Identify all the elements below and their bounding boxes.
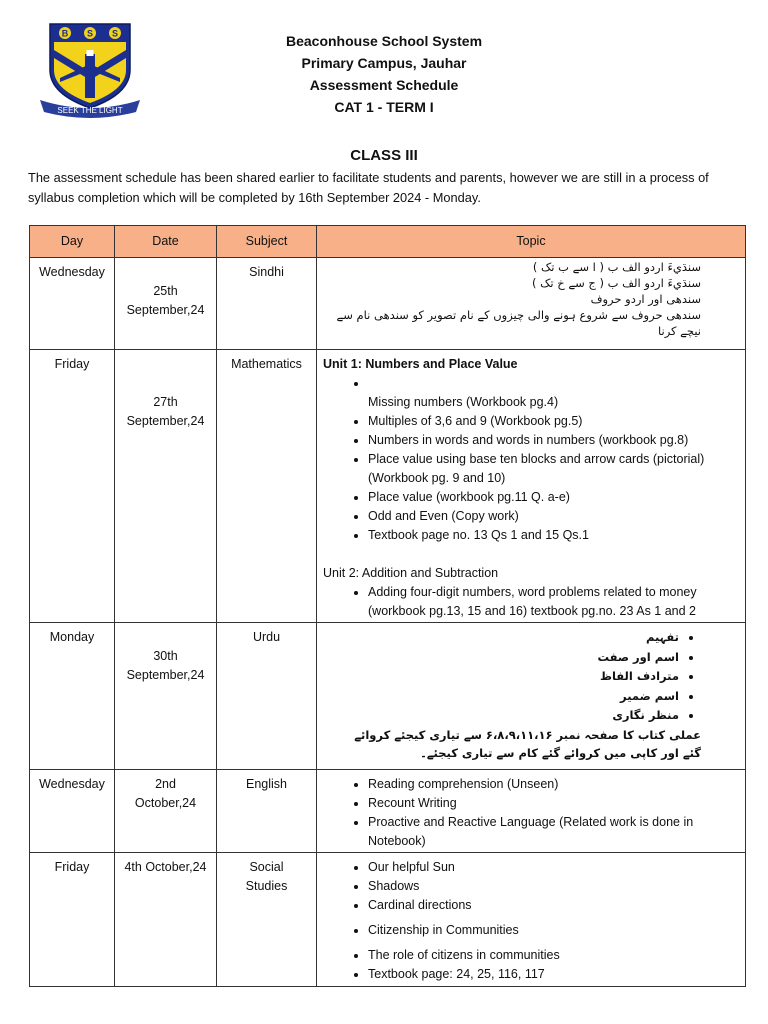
header-subject: Subject <box>217 226 317 258</box>
list-item: • Place value using base ten blocks and arrow cards (pictorial) (Workbook pg. 9 and 10) <box>368 450 739 488</box>
list-item: • اسم اور صفت <box>323 648 679 668</box>
list-item: • Reading comprehension (Unseen) <box>368 775 739 794</box>
list-item: • Proactive and Reactive Language (Related work is done in Notebook) <box>368 813 739 851</box>
urdu-note: عملی کتاب کا صفحہ نمبر ۶،۸،۹،۱۱،۱۶ سے تیاری کیجئے کروائے گئے اور کاپی میں کروائے گئے کام سے تیاری کیجئے۔ <box>354 727 701 760</box>
row-date <box>115 258 217 350</box>
list-item: • Numbers in words and words in numbers (workbook pg.8) <box>368 431 739 450</box>
row-date-text: 2nd October,24 <box>134 777 197 810</box>
row-date-text: 25th September,24 <box>126 284 205 317</box>
list-item: • Textbook page: 24, 25, 116, 117 <box>368 965 739 984</box>
list-item: • The role of citizens in communities <box>368 946 739 965</box>
unit1-title: Unit 1: Numbers and Place Value <box>323 357 518 371</box>
topic-line: سندھی اور اردو حروف <box>590 292 701 306</box>
row-topic <box>317 853 746 987</box>
row-day: Monday <box>30 623 115 770</box>
row-day: Friday <box>30 853 115 987</box>
class-title: CLASS III <box>350 147 418 164</box>
header-date: Date <box>115 226 217 258</box>
logo-letter-s1: S <box>86 28 94 39</box>
row-subject: Mathematics <box>217 350 317 623</box>
row-date-text: 30th September,24 <box>126 649 205 682</box>
intro-paragraph: The assessment schedule has been shared earlier to facilitate students and parents, however we are still in a process of syllabus completion which will be completed by 16th September 2024 - Monday. <box>28 170 709 205</box>
table-row <box>30 853 746 987</box>
list-item: • Place value (workbook pg.11 Q. a-e) <box>368 488 739 507</box>
list-item: • Our helpful Sun <box>368 858 739 877</box>
schedule-table <box>29 225 746 987</box>
topic-line: سندھی حروف سے شروع ہونے والی چیزوں کے نام تصویر کو سندھی نام سے نیچے کرنا <box>336 308 701 338</box>
row-day: Wednesday <box>30 258 115 350</box>
list-item: • مترادف الفاظ <box>323 667 679 687</box>
unit1-list <box>323 374 739 545</box>
list-item: • اسم ضمیر <box>323 687 679 707</box>
term-title: CAT 1 - TERM I <box>334 99 434 115</box>
list-item <box>368 393 739 412</box>
topic-line: سنڌيءَ اردو الف ب ( ا سے ب تک ) <box>532 260 701 274</box>
list-item-text: Missing numbers (Workbook pg.4) <box>368 395 559 409</box>
row-topic <box>317 350 746 623</box>
table-row <box>30 350 746 623</box>
list-item: • Multiples of 3,6 and 9 (Workbook pg.5) <box>368 412 739 431</box>
row-day: Friday <box>30 350 115 623</box>
logo-letter-b: B <box>61 28 69 39</box>
table-row <box>30 770 746 853</box>
social-studies-list <box>323 858 739 984</box>
campus-name: Primary Campus, Jauhar <box>301 55 467 71</box>
list-item: • Cardinal directions <box>368 896 739 915</box>
header-topic: Topic <box>317 226 746 258</box>
table-row <box>30 258 746 350</box>
list-item: • Shadows <box>368 877 739 896</box>
urdu-list <box>323 628 701 726</box>
school-name: Beaconhouse School System <box>285 33 483 49</box>
row-date <box>115 350 217 623</box>
document-header <box>0 30 768 118</box>
row-topic <box>317 258 746 350</box>
unit2-title: Unit 2: Addition and Subtraction <box>323 566 499 580</box>
row-topic <box>317 623 746 770</box>
row-date-text: 27th September,24 <box>126 395 205 428</box>
topic-line: سنڌيءَ اردو الف ب ( ج سے خ تک ) <box>532 276 701 290</box>
list-item: • منظر نگاری <box>323 706 679 726</box>
row-subject: Sindhi <box>217 258 317 350</box>
row-date <box>115 770 217 853</box>
row-subject: English <box>217 770 317 853</box>
row-subject-text: Social Studies <box>245 860 288 893</box>
table-header-row <box>30 226 746 258</box>
row-subject <box>217 853 317 987</box>
row-subject: Urdu <box>217 623 317 770</box>
row-topic <box>317 770 746 853</box>
header-day: Day <box>30 226 115 258</box>
row-date <box>115 623 217 770</box>
logo-motto: SEEK THE LIGHT <box>57 106 123 115</box>
list-item: • Adding four-digit numbers, word problems related to money (workbook pg.13, 15 and 16) textbook pg.no. 23 As 1 and 2 <box>368 583 739 621</box>
table-row <box>30 623 746 770</box>
list-item: • Textbook page no. 13 Qs 1 and 15 Qs.1 <box>368 526 739 545</box>
list-item: • Odd and Even (Copy work) <box>368 507 739 526</box>
list-item <box>368 374 739 393</box>
logo-letter-s2: S <box>111 28 119 39</box>
english-list <box>323 775 739 851</box>
row-date: 4th October,24 <box>115 853 217 987</box>
schedule-title: Assessment Schedule <box>309 77 459 93</box>
list-item: • تفہیم <box>323 628 679 648</box>
list-item: • Recount Writing <box>368 794 739 813</box>
unit2-list <box>323 583 739 621</box>
list-item: • Citizenship in Communities <box>368 921 739 940</box>
row-day: Wednesday <box>30 770 115 853</box>
